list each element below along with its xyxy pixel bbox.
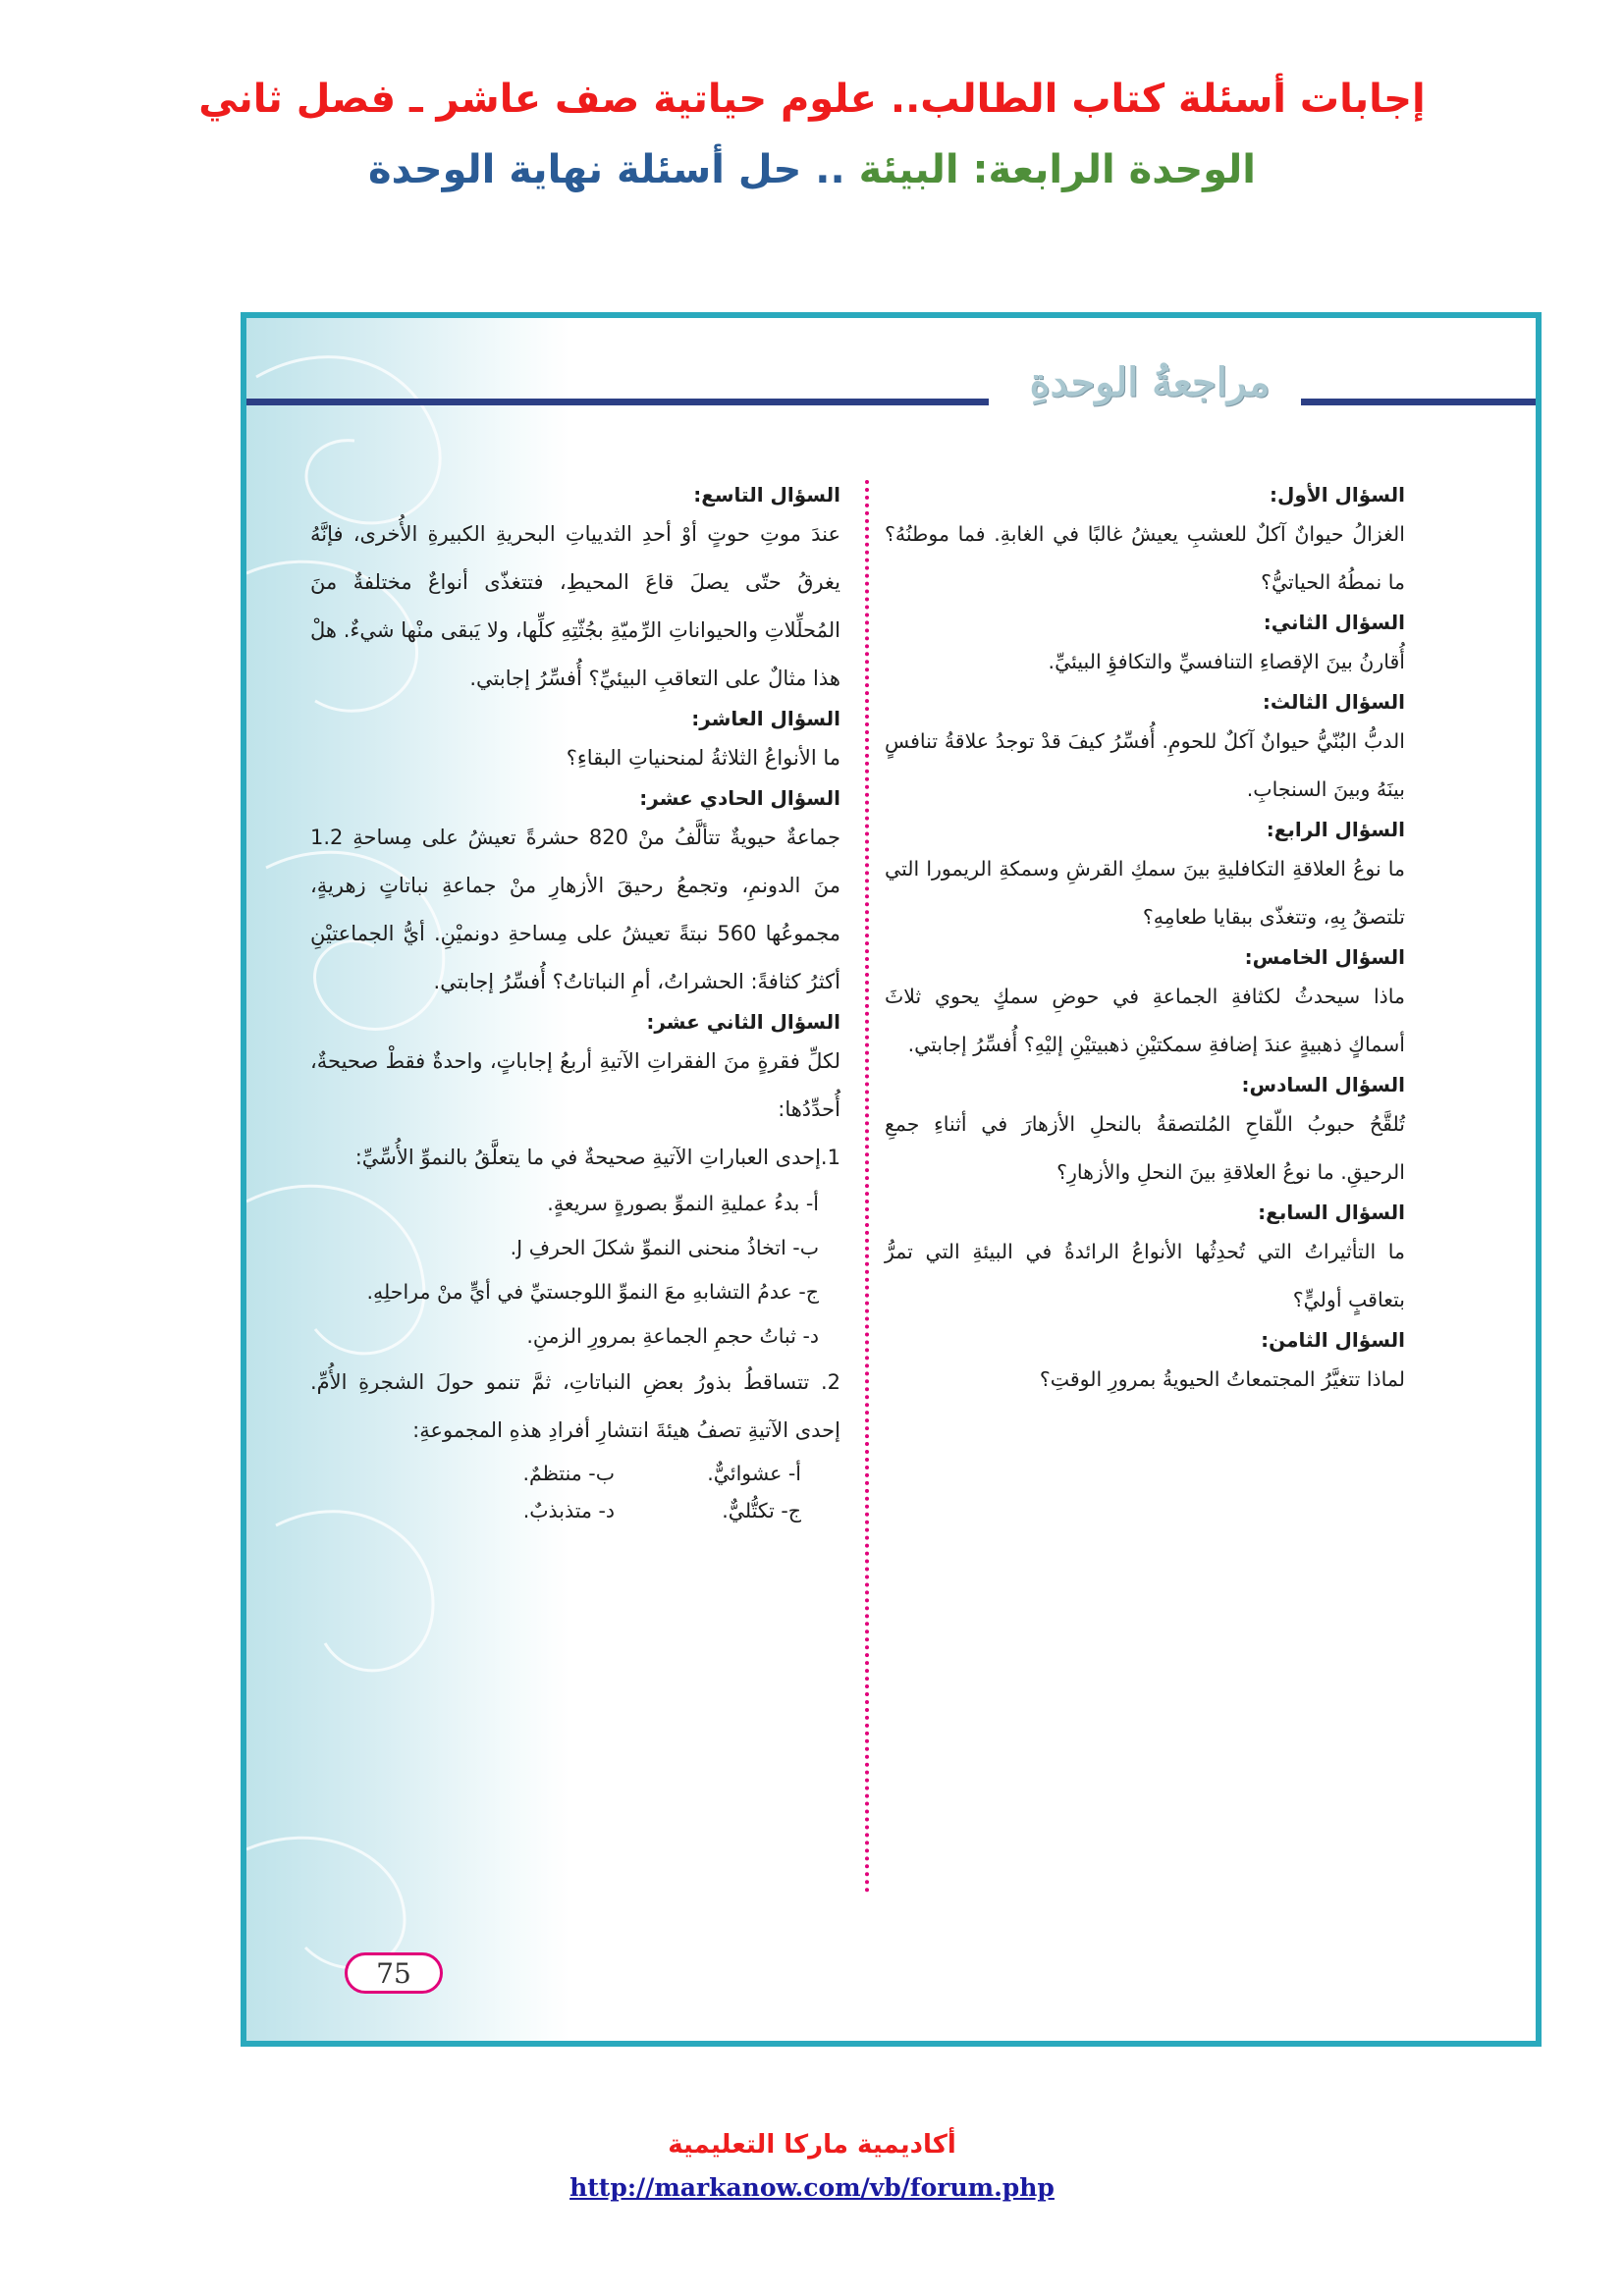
mcq-item: 1.إحدى العباراتِ الآتيةِ صحيحةٌ في ما يتعلَّقُ بالنموِّ الأُسِّيِّ: (354, 1146, 840, 1169)
mcq-option: ج- تكتُّليٌّ. (722, 1499, 801, 1522)
scanned-page (241, 312, 1542, 2047)
mcq-option: أ- بدءُ عمليةِ النموِّ بصورةٍ سريعةٍ. (547, 1192, 819, 1215)
footer-link[interactable]: http://markanow.com/vb/forum.php (569, 2173, 1055, 2202)
unit-section: .. حل أسئلة نهاية الوحدة (368, 147, 859, 192)
question-heading: السؤال الثاني عشر: (646, 1010, 840, 1034)
question-text: أُقارنُ بينَ الإقصاءِ التنافسيِّ والتكافؤِ البيئيِّ. (1048, 650, 1405, 673)
question-text: جماعةٌ حيويةٌ تتألَّفُ منْ 820 حشرةً تعيشُ على مِساحةِ 1.2 منَ الدونمِ، وتجمعُ رحيقَ الأزهارِ منْ جماعةِ نباتاتٍ زهريةٍ، مجموعُها 560 نبتةً تعيشُ على مِساحةِ دونميْنِ. أيُّ الجماعتيْنِ أكثرُ كثافةً: الحشراتُ، أمِ النباتاتُ؟ أُفسِّرُ إجابتي. (310, 826, 841, 993)
question-heading: السؤال السادس: (1241, 1073, 1405, 1096)
question-heading: السؤال العاشر: (691, 707, 840, 730)
question-heading: السؤال الثامن: (1261, 1328, 1405, 1352)
question-text: الدبُّ البُنّيُّ حيوانٌ آكلٌ للحومِ. أُفسِّرُ كيفَ قدْ توجدُ علاقةُ تنافسٍ بينَهُ وبينَ السنجابِ. (885, 729, 1405, 801)
mcq-item: 2. تتساقطُ بذورُ بعضِ النباتاتِ، ثمَّ تنمو حولَ الشجرةِ الأُمِّ. إحدى الآتيةِ تصفُ هيئةَ انتشارِ أفرادِ هذهِ المجموعةِ: (310, 1370, 840, 1442)
mcq-option: د- ثباتُ حجمِ الجماعةِ بمرورِ الزمنِ. (526, 1324, 819, 1348)
mcq-option: ب- منتظمٌ. (522, 1462, 615, 1485)
question-text: ما التأثيراتُ التي تُحدِثُها الأنواعُ الرائدةُ في البيئةِ التي تمرُّ بتعاقبٍ أوليٍّ؟ (885, 1240, 1405, 1311)
question-text: لكلِّ فقرةٍ منَ الفقراتِ الآتيةِ أربعُ إجاباتٍ، واحدةٌ فقطْ صحيحةٌ، أُحدِّدُها: (310, 1049, 840, 1121)
document-title: إجابات أسئلة كتاب الطالب.. علوم حياتية صف عاشر ـ فصل ثاني (198, 77, 1426, 122)
column-divider (865, 480, 869, 1894)
question-heading: السؤال الحادي عشر: (639, 786, 840, 810)
question-heading: السؤال الرابع: (1266, 818, 1405, 841)
question-heading: السؤال التاسع: (693, 483, 840, 507)
document-subtitle (0, 147, 1624, 192)
question-text: ماذا سيحدثُ لكثافةِ الجماعةِ في حوضِ سمكٍ يحوي ثلاثَ أسماكٍ ذهبيةٍ عندَ إضافةِ سمكتيْنِ ذهبيتيْنِ إليْهِ؟ أُفسِّرُ إجابتي. (885, 985, 1405, 1056)
question-heading: السؤال الثاني: (1263, 611, 1405, 634)
question-heading: السؤال الأول: (1270, 483, 1405, 507)
question-text: الغزالُ حيوانٌ آكلٌ للعشبِ يعيشُ غالبًا في الغابةِ. فما موطنُهُ؟ ما نمطُهُ الحياتيُّ؟ (885, 522, 1405, 594)
right-column (885, 479, 1405, 1404)
mcq-option: د- متذبذبٌ. (522, 1499, 615, 1522)
question-text: ما نوعُ العلاقةِ التكافليةِ بينَ سمكِ القرشِ وسمكةِ الريمورا التي تلتصقُ بِهِ، وتتغذّى ببقايا طعامِهِ؟ (885, 857, 1405, 929)
question-heading: السؤال السابع: (1258, 1201, 1405, 1224)
footer-academy: أكاديمية ماركا التعليمية (668, 2130, 956, 2160)
title-bar-left (241, 399, 989, 405)
unit-name: الوحدة الرابعة: البيئة (858, 147, 1256, 192)
question-text: تُلقَّحُ حبوبُ اللّقاحِ المُلتصقةُ بالنحلِ الأزهارَ في أثناءِ جمعِ الرحيقِ. ما نوعُ العلاقةِ بينَ النحلِ والأزهارِ؟ (885, 1112, 1405, 1184)
left-column (310, 479, 840, 1529)
question-heading: السؤال الخامس: (1244, 945, 1405, 969)
mcq-options-row (310, 1492, 801, 1529)
question-text: لماذا تتغيَّرُ المجتمعاتُ الحيويةُ بمرورِ الوقتِ؟ (1039, 1367, 1405, 1391)
question-text: عندَ موتِ حوتٍ أوْ أحدِ الثديياتِ البحريةِ الكبيرةِ الأُخرى، فإنَّهُ يغرقُ حتّى يصلَ قاعَ المحيطِ، فتتغذّى أنواعٌ مختلفةٌ منَ المُحلِّلاتِ والحيواناتِ الرِّميّةِ بجُثّتِهِ كلِّها، ولا يَبقى منْها شيءٌ. هلْ هذا مثالٌ على التعاقبِ البيئيِّ؟ أُفسِّرُ إجابتي. (310, 522, 840, 690)
question-text: ما الأنواعُ الثلاثةُ لمنحنياتِ البقاءِ؟ (566, 746, 840, 770)
title-bar-right (1301, 399, 1542, 405)
mcq-option: ب- اتخاذُ منحنى النموِّ شكلَ الحرفِ J. (510, 1236, 819, 1259)
mcq-options-row (310, 1455, 801, 1492)
mcq-option: أ- عشوائيٌّ. (707, 1462, 801, 1485)
page-number: 75 (345, 1952, 443, 1994)
question-heading: السؤال الثالث: (1262, 690, 1405, 714)
mcq-option: ج- عدمُ التشابهِ معَ النموِّ اللوجستيِّ في أيٍّ منْ مراحلِهِ. (366, 1280, 819, 1304)
section-title: مراجعةُ الوحدةِ (1029, 359, 1271, 405)
